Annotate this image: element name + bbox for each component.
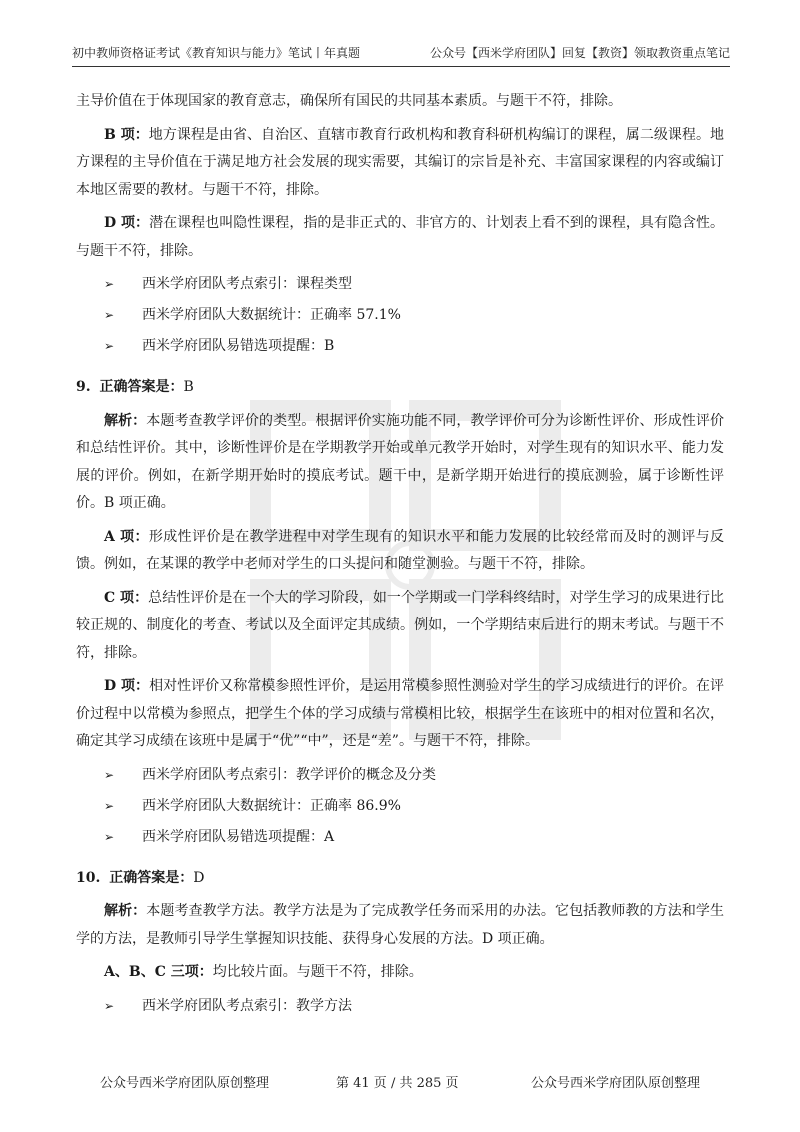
q8-option-b-text: 地方课程是由省、自治区、直辖市教育行政机构和教育科研机构编订的课程，属二级课程。地方课程的主导价值在于满足地方社会发展的现实需要，其编订的宗旨是补充、丰富国家课程的内容或编订本地区需要的教材。与题干不符，排除。 — [76, 126, 724, 198]
q9-option-c-label: C 项： — [104, 589, 149, 606]
q8-bullet-list — [76, 271, 724, 360]
arrow-bullet-icon: ➢ — [104, 277, 115, 291]
q10-analysis-text: 本题考查教学方法。教学方法是为了完成教学任务而采用的办法。它包括教师教的方法和学生学的方法，是教师引导学生掌握知识技能、获得身心发展的方法。D 项正确。 — [76, 903, 724, 947]
q10-option-abc-label: A、B、C 三项： — [104, 964, 213, 980]
list-item: ➢ 西米学府团队易错选项提醒：A — [104, 824, 724, 851]
arrow-bullet-icon: ➢ — [104, 308, 115, 322]
q10-answer-label: 正确答案是： — [109, 869, 194, 886]
q8-option-b — [76, 122, 724, 205]
q8-option-d — [76, 210, 724, 265]
q9-option-d — [76, 673, 724, 756]
q9-answer-value: B — [183, 379, 194, 395]
q9-answer-heading — [76, 374, 724, 402]
list-item: ➢ 西米学府团队大数据统计：正确率 86.9% — [104, 793, 724, 820]
arrow-bullet-icon: ➢ — [104, 767, 115, 782]
q9-option-c-text: 总结性评价是在一个大的学习阶段，如一个学期或一门学科终结时，对学生学习的成果进行比较正规的、制度化的考查、考试以及全面评定其成绩。例如，一个学期结束后进行的期末考试。与题干不符，排除。 — [76, 589, 724, 661]
page-header — [72, 40, 730, 67]
footer-right-credit: 公众号西米学府团队原创整理 — [530, 1076, 700, 1091]
q9-option-d-label: D 项： — [104, 678, 150, 694]
page-number: 第 41 页 / 共 285 页 — [336, 1076, 459, 1091]
q10-answer-value: D — [193, 869, 205, 886]
q8-option-d-label: D 项： — [104, 215, 150, 231]
document-body — [76, 88, 724, 1024]
q9-analysis-label: 解析： — [104, 412, 147, 429]
header-left-title: 初中教师资格证考试《教育知识与能力》笔试丨年真题 — [72, 46, 361, 60]
q10-option-abc-text: 均比较片面。与题干不符，排除。 — [212, 964, 423, 980]
list-item: ➢ 西米学府团队大数据统计：正确率 57.1% — [104, 302, 724, 329]
arrow-bullet-icon: ➢ — [104, 339, 115, 353]
list-item: ➢ 西米学府团队考点索引：教学评价的概念及分类 — [104, 762, 724, 789]
footer-left-credit: 公众号西米学府团队原创整理 — [100, 1076, 270, 1091]
q8-option-b-label: B 项： — [104, 126, 149, 143]
q10-analysis — [76, 898, 724, 953]
list-item: ➢ 西米学府团队考点索引：课程类型 — [104, 271, 724, 298]
q9-answer-label: 正确答案是： — [99, 379, 184, 395]
q9-option-a — [76, 524, 724, 579]
q9-analysis — [76, 408, 724, 518]
q10-analysis-label: 解析： — [104, 903, 147, 919]
q10-bullet-list — [76, 993, 724, 1020]
q10-answer-heading — [76, 865, 724, 893]
q9-option-d-text: 相对性评价又称常模参照性评价，是运用常模参照性测验对学生的学习成绩进行的评价。在评价过程中以常模为参照点，把学生个体的学习成绩与常模相比较，根据学生在该班中的相对位置和名次，确定其学习成绩在该班中是属于“优”“中”，还是“差”。与题干不符，排除。 — [76, 678, 725, 749]
q10-option-abc — [76, 959, 724, 987]
q9-option-a-text: 形成性评价是在教学进程中对学生现有的知识水平和能力发展的比较经常而及时的测评与反馈。例如，在某课的教学中老师对学生的口头提问和随堂测验。与题干不符，排除。 — [76, 528, 724, 572]
q9-option-a-label: A 项： — [104, 528, 149, 545]
list-item: ➢ 西米学府团队易错选项提醒：B — [104, 333, 724, 360]
q10-number: 10. — [76, 869, 101, 886]
q9-number: 9. — [76, 379, 91, 395]
q8-continued-text: 主导价值在于体现国家的教育意志，确保所有国民的共同基本素质。与题干不符，排除。 — [76, 93, 622, 109]
q8-option-d-text: 潜在课程也叫隐性课程，指的是非正式的、非官方的、计划表上看不到的课程，具有隐含性。与题干不符，排除。 — [76, 215, 725, 259]
q9-analysis-text: 本题考查教学评价的类型。根据评价实施功能不同，教学评价可分为诊断性评价、形成性评价和总结性评价。其中，诊断性评价是在学期教学开始或单元教学开始时，对学生现有的知识水平、能力发展的评价。例如，在新学期开始时的摸底考试。题干中，是新学期开始进行的摸底测验，属于诊断性评价。B 项正确。 — [76, 412, 724, 511]
arrow-bullet-icon: ➢ — [104, 829, 115, 844]
q9-bullet-list — [76, 762, 724, 851]
list-item: ➢ 西米学府团队考点索引：教学方法 — [104, 993, 724, 1020]
arrow-bullet-icon: ➢ — [104, 998, 115, 1013]
arrow-bullet-icon: ➢ — [104, 798, 115, 813]
q9-option-c — [76, 585, 724, 668]
header-right-note: 公众号【西米学府团队】回复【教资】领取教资重点笔记 — [429, 46, 730, 60]
